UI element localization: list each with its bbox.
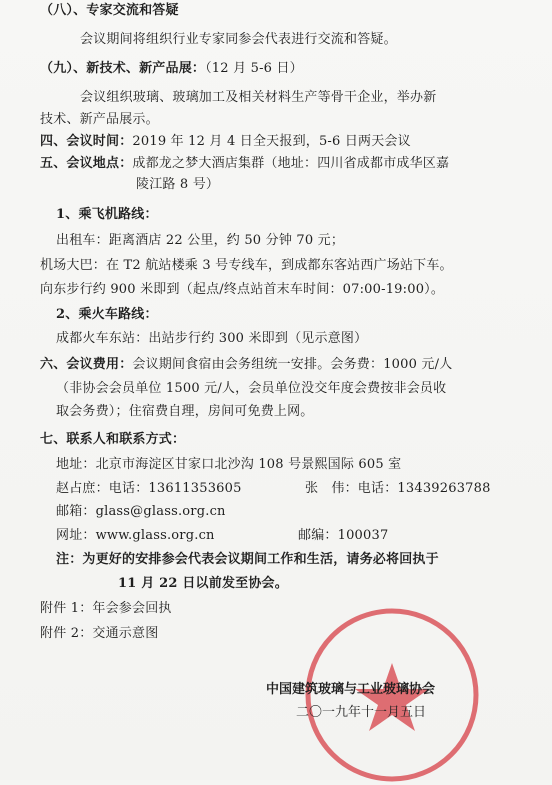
- route-train-text: 成都火车东站：出站步行约 300 米即到（见示意图）: [56, 331, 368, 346]
- contact-postcode: 邮编：100037: [298, 528, 389, 543]
- route-train-heading: 2、乘火车路线：: [56, 307, 158, 322]
- meeting-fee: [40, 356, 452, 374]
- note-line-1: 注：为更好的安排参会代表会议期间工作和生活，请务必将回执于: [56, 552, 439, 567]
- meeting-place: [40, 155, 449, 173]
- contact-zhang: 张 伟：电话：13439263788: [305, 481, 491, 496]
- section-9-heading: [40, 60, 303, 78]
- section-8-text: 会议期间将组织行业专家同参会代表进行交流和答疑。: [80, 32, 397, 47]
- meeting-time-label: 四、会议时间：: [40, 134, 133, 149]
- meeting-time-value: 2019 年 12 月 4 日全天报到，5-6 日两天会议: [132, 134, 411, 149]
- attachment-1: 附件 1：年会参会回执: [40, 601, 172, 616]
- meeting-fee-value: 会议期间食宿由会务组统一安排。会务费：1000 元/人: [132, 357, 453, 372]
- meeting-time: [40, 133, 411, 151]
- signature-org: 中国建筑玻璃与工业玻璃协会: [266, 682, 436, 697]
- meeting-fee-cont-2: 取会务费）；住宿费自理，房间可免费上网。: [56, 404, 314, 419]
- signature-date: 二〇一九年十一月五日: [296, 705, 427, 720]
- contact-email: 邮箱：glass@glass.org.cn: [56, 504, 226, 519]
- route-walk: 向东步行约 900 米即到（起点/终点站首末车时间：07:00-19:00）。: [40, 282, 445, 297]
- section-9-text-1: 会议组织玻璃、玻璃加工及相关材料生产等骨干企业，举办新: [80, 90, 437, 105]
- meeting-place-label: 五、会议地点：: [40, 156, 133, 171]
- section-9-title: （九）、新技术、新产品展：: [40, 61, 206, 76]
- meeting-place-cont: 陵江路 8 号）: [136, 177, 220, 192]
- attachment-2: 附件 2：交通示意图: [40, 626, 159, 641]
- contact-heading: 七、联系人和联系方式：: [40, 432, 186, 447]
- section-9-date: （12 月 5-6 日）: [205, 61, 303, 76]
- route-plane-heading: 1、乘飞机路线：: [56, 207, 158, 222]
- meeting-fee-cont-1: （非协会会员单位 1500 元/人，会员单位没交年度会费按非会员收: [56, 381, 447, 396]
- contact-website: 网址：www.glass.org.cn: [56, 528, 215, 543]
- meeting-fee-label: 六、会议费用：: [40, 357, 133, 372]
- section-9-text-2: 技术、新产品展示。: [40, 112, 159, 127]
- route-airport-bus: 机场大巴：在 T2 航站楼乘 3 号专线车，到成都东客站西广场站下车。: [40, 258, 453, 273]
- contact-zhao: 赵占庶：电话：13611353605: [56, 481, 242, 496]
- route-taxi: 出租车：距离酒店 22 公里，约 50 分钟 70 元；: [56, 233, 345, 248]
- contact-address: 地址：北京市海淀区甘家口北沙沟 108 号景熙国际 605 室: [56, 457, 402, 472]
- meeting-place-value: 成都龙之梦大酒店集群（地址：四川省成都市成华区嘉: [132, 156, 450, 171]
- note-line-2: 11 月 22 日以前发至协会。: [118, 576, 288, 591]
- section-8-heading: （八）、专家交流和答疑: [40, 3, 179, 18]
